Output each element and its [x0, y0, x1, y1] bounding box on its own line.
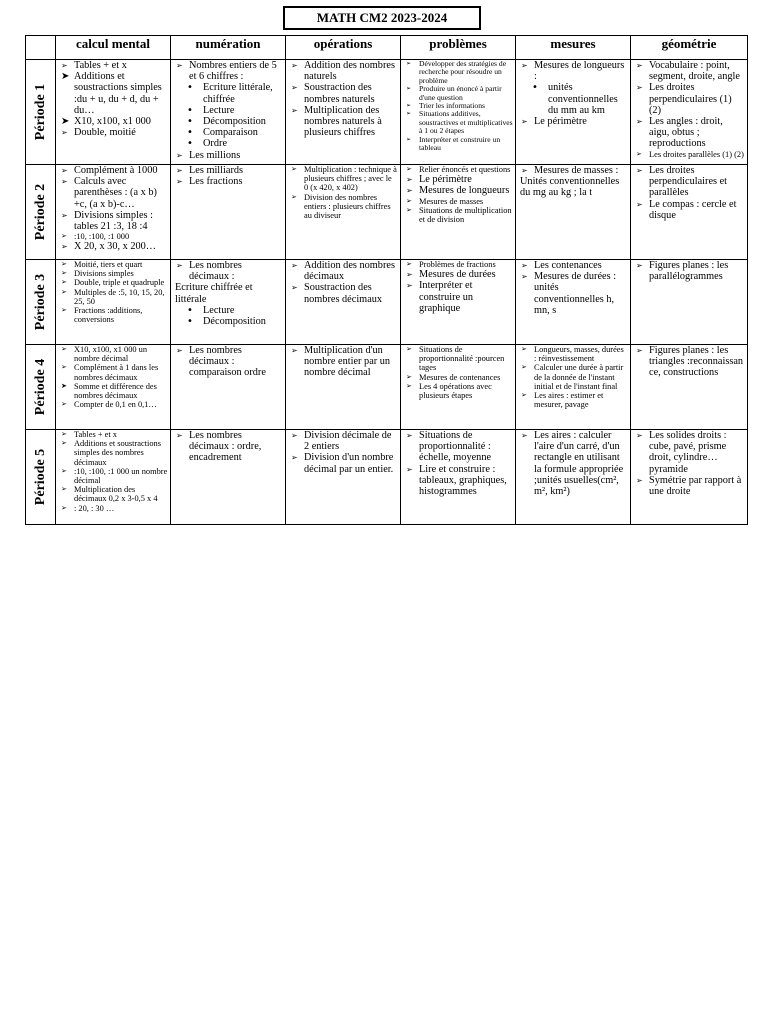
item-list	[631, 345, 747, 379]
list-item: ➢ Mesures de longueurs :	[518, 60, 628, 82]
list-item: ➢ Problèmes de fractions	[403, 260, 513, 269]
list-item: ➢ Multiplication : technique à plusieurs chiffres ; avec le 0 (x 420, x 402)	[288, 165, 398, 193]
item-list	[286, 345, 400, 379]
list-item: • Comparaison	[173, 127, 283, 138]
period-label-cell	[26, 345, 56, 430]
item-list	[401, 60, 515, 152]
numeration-cell	[171, 345, 286, 430]
list-item: ➢ Situations de proportionnalité :pourcen tages	[403, 345, 513, 373]
period-label: Période 2	[32, 183, 48, 241]
list-item: ➢ Calculer une durée à partir de la donnée de l'instant initial et de l'instant final	[518, 363, 628, 391]
list-item: Unités conventionnelles du mg au kg ; la t	[520, 176, 620, 199]
numeration-cell	[171, 165, 286, 260]
period-row	[26, 60, 748, 165]
item-list	[56, 345, 170, 409]
list-item: ➢ Divisions simples : tables 21 :3, 18 :4	[58, 210, 168, 232]
list-item: ➢ Mesures de contenances	[403, 373, 513, 382]
calcul-mental-cell	[56, 345, 171, 430]
item-list	[516, 430, 630, 497]
geometrie-cell	[631, 165, 748, 260]
list-item: • Décomposition	[173, 316, 283, 327]
problemes-cell	[401, 430, 516, 525]
list-item: ➢ Vocabulaire : point, segment, droite, angle	[633, 60, 745, 82]
list-item: ➢ Le périmètre	[518, 116, 628, 127]
item-list	[286, 165, 400, 220]
item-list	[56, 260, 170, 324]
list-item: ➢ Symétrie par rapport à une droite	[633, 475, 745, 497]
list-item: ➢ Longueurs, masses, durées : réinvestissement	[518, 345, 628, 363]
list-item: ➢ Les angles : droit, aigu, obtus ; reproductions	[633, 116, 745, 150]
list-item: ➢ Multiples de :5, 10, 15, 20, 25, 50	[58, 288, 168, 306]
geometrie-cell	[631, 60, 748, 165]
list-item: ➢ Mesures de durées : unités conventionnelles h, mn, s	[518, 271, 628, 316]
problemes-cell	[401, 165, 516, 260]
column-header: calcul mental	[56, 36, 171, 60]
item-list	[401, 165, 515, 224]
list-item: • Ordre	[173, 138, 283, 149]
list-item: ➢ Les nombres décimaux :	[173, 260, 283, 282]
list-item: ➢ Multiplication des décimaux 0,2 x 3-0,5 x 4	[58, 485, 168, 503]
operations-cell	[286, 430, 401, 525]
operations-cell	[286, 60, 401, 165]
list-item: ➢ Compter de 0,1 en 0,1…	[58, 400, 168, 409]
list-item: ➢ Multiplication d'un nombre entier par un nombre décimal	[288, 345, 398, 379]
list-item: ➢ Nombres entiers de 5 et 6 chiffres :	[173, 60, 283, 82]
numeration-cell	[171, 430, 286, 525]
list-item: ➢ Les aires : calculer l'aire d'un carré, d'un rectangle en utilisant la formule appropriée ;unités usuelles(cm², m², km²)	[518, 430, 628, 497]
list-item: ➢ Additions et soustractions simples des nombres décimaux	[58, 439, 168, 467]
list-item: ➤ X10, x100, x1 000	[58, 116, 168, 127]
list-item: ➢ Interpréter et construire un graphique	[403, 280, 513, 314]
list-item: ➢ X 20, x 30, x 200…	[58, 241, 168, 252]
list-item: ➢ Les milliards	[173, 165, 283, 176]
numeration-cell	[171, 260, 286, 345]
geometrie-cell	[631, 345, 748, 430]
list-item: ➢ Les droites parallèles (1) (2)	[633, 150, 745, 159]
list-item: ➢ X10, x100, x1 000 un nombre décimal	[58, 345, 168, 363]
item-list	[516, 60, 630, 127]
list-item: ➢ Le périmètre	[403, 174, 513, 185]
period-row	[26, 345, 748, 430]
problemes-cell	[401, 60, 516, 165]
mesures-cell	[516, 345, 631, 430]
period-label-cell	[26, 165, 56, 260]
list-item: • unités conventionnelles du mm au km	[518, 82, 628, 116]
list-item: ➢ Soustraction des nombres naturels	[288, 82, 398, 104]
period-label-cell	[26, 60, 56, 165]
item-list	[171, 345, 285, 379]
list-item: ➢ Les 4 opérations avec plusieurs étapes	[403, 382, 513, 400]
calcul-mental-cell	[56, 260, 171, 345]
problemes-cell	[401, 260, 516, 345]
list-item: ➢ Développer des stratégies de recherche pour résoudre un problème	[403, 60, 513, 85]
list-item: ➢ Mesures de durées	[403, 269, 513, 280]
list-item: ➢ Multiplication des nombres naturels à plusieurs chiffres	[288, 105, 398, 139]
corner-cell	[26, 36, 56, 60]
period-row	[26, 430, 748, 525]
period-label-cell	[26, 260, 56, 345]
list-item: ➢ Produire un énoncé à partir d'une question	[403, 85, 513, 102]
list-item: ➢ Division d'un nombre décimal par un entier.	[288, 452, 398, 474]
list-item: ➢ Les aires : estimer et mesurer, pavage	[518, 391, 628, 409]
list-item: ➢ Divisions simples	[58, 269, 168, 278]
list-item: ➢ Division des nombres entiers : plusieurs chiffres au diviseur	[288, 193, 398, 221]
calcul-mental-cell	[56, 165, 171, 260]
numeration-cell	[171, 60, 286, 165]
operations-cell	[286, 345, 401, 430]
item-list	[631, 165, 747, 221]
period-label: Période 3	[32, 273, 48, 331]
list-item: ➢ Figures planes : les parallélogrammes	[633, 260, 745, 282]
calcul-mental-cell	[56, 60, 171, 165]
list-item: ➢ Lire et construire : tableaux, graphiques, histogrammes	[403, 464, 513, 498]
problemes-cell	[401, 345, 516, 430]
column-header: mesures	[516, 36, 631, 60]
list-item: • Ecriture littérale, chiffrée	[173, 82, 283, 104]
list-item: ➢ Calculs avec parenthèses : (a x b) +c, (a x b)-c…	[58, 176, 168, 210]
list-item: ➢ Division décimale de 2 entiers	[288, 430, 398, 452]
item-list	[286, 430, 400, 475]
list-item: ➢ Mesures de masses :	[518, 165, 628, 176]
mesures-cell	[516, 430, 631, 525]
list-item: ➢ Moitié, tiers et quart	[58, 260, 168, 269]
column-header: géométrie	[631, 36, 748, 60]
item-list	[171, 260, 285, 327]
list-item: ➢ Trier les informations	[403, 102, 513, 110]
list-item: ➢ Figures planes : les triangles :reconnaissan ce, constructions	[633, 345, 745, 379]
program-table	[25, 35, 748, 525]
item-list	[56, 165, 170, 253]
operations-cell	[286, 260, 401, 345]
list-item: ➢ Les nombres décimaux : comparaison ordre	[173, 345, 283, 379]
list-item: ➢ Soustraction des nombres décimaux	[288, 282, 398, 304]
list-item: ➢ :10, :100, :1 000	[58, 232, 168, 241]
mesures-cell	[516, 165, 631, 260]
item-list	[286, 60, 400, 138]
item-list	[401, 430, 515, 497]
item-list	[401, 260, 515, 314]
list-item: ➢ Les contenances	[518, 260, 628, 271]
period-label: Période 4	[32, 358, 48, 416]
list-item: ➢ Interpréter et construire un tableau	[403, 136, 513, 153]
list-item: ➢ Les solides droits : cube, pavé, prisme droit, cylindre… pyramide	[633, 430, 745, 475]
item-list	[516, 165, 630, 199]
item-list	[286, 260, 400, 305]
page-title: MATH CM2 2023-2024	[283, 6, 481, 30]
list-item: • Lecture	[173, 305, 283, 316]
list-item: ➢ Le compas : cercle et disque	[633, 199, 745, 221]
list-item: • Lecture	[173, 105, 283, 116]
item-list	[56, 430, 170, 513]
list-item: ➢ Les millions	[173, 150, 283, 161]
list-item: ➢ Complément à 1000	[58, 165, 168, 176]
list-item: ➢ Situations de proportionnalité : échelle, moyenne	[403, 430, 513, 464]
list-item: ➢ Les nombres décimaux : ordre, encadrement	[173, 430, 283, 464]
list-item: ➢ Double, triple et quadruple	[58, 278, 168, 287]
list-item: ➢ Tables + et x	[58, 60, 168, 71]
list-item: ➢ Double, moitié	[58, 127, 168, 138]
item-list	[171, 60, 285, 161]
list-item: ➢ Tables + et x	[58, 430, 168, 439]
column-header: opérations	[286, 36, 401, 60]
list-item: ➢ Situations additives, soustractives et multiplicatives à 1 ou 2 étapes	[403, 110, 513, 135]
item-list	[631, 430, 747, 497]
item-list	[401, 345, 515, 400]
list-item: ➢ Les droites perpendiculaires (1) (2)	[633, 82, 745, 116]
list-item: Ecriture chiffrée et littérale	[175, 282, 253, 305]
period-row	[26, 165, 748, 260]
item-list	[171, 430, 285, 464]
period-label: Période 5	[32, 448, 48, 506]
item-list	[631, 260, 747, 282]
list-item: ➢ Situations de multiplication et de division	[403, 206, 513, 224]
mesures-cell	[516, 60, 631, 165]
item-list	[516, 260, 630, 316]
list-item: ➤ Somme et différence des nombres décimaux	[58, 382, 168, 400]
list-item: ➢ Addition des nombres naturels	[288, 60, 398, 82]
list-item: ➢ : 20, : 30 …	[58, 504, 168, 513]
item-list	[171, 165, 285, 187]
list-item: ➢ Complément à 1 dans les nombres décimaux	[58, 363, 168, 381]
operations-cell	[286, 165, 401, 260]
item-list	[516, 345, 630, 409]
geometrie-cell	[631, 430, 748, 525]
list-item: ➢ Addition des nombres décimaux	[288, 260, 398, 282]
list-item: ➢ Les droites perpendiculaires et parallèles	[633, 165, 745, 199]
header-row	[26, 36, 748, 60]
list-item: • Décomposition	[173, 116, 283, 127]
column-header: numération	[171, 36, 286, 60]
list-item: ➢ Les fractions	[173, 176, 283, 187]
item-list	[631, 60, 747, 159]
list-item: ➢ :10, :100, :1 000 un nombre décimal	[58, 467, 168, 485]
calcul-mental-cell	[56, 430, 171, 525]
period-label-cell	[26, 430, 56, 525]
list-item: ➢ Mesures de longueurs	[403, 185, 513, 196]
period-label: Période 1	[32, 83, 48, 141]
list-item: ➢ Relier énoncés et questions	[403, 165, 513, 174]
list-item: ➢ Fractions :additions, conversions	[58, 306, 168, 324]
item-list	[56, 60, 170, 138]
column-header: problèmes	[401, 36, 516, 60]
list-item: ➤ Additions et soustractions simples :du + u, du + d, du + du…	[58, 71, 168, 116]
list-item: ➢ Mesures de masses	[403, 197, 513, 206]
mesures-cell	[516, 260, 631, 345]
geometrie-cell	[631, 260, 748, 345]
period-row	[26, 260, 748, 345]
